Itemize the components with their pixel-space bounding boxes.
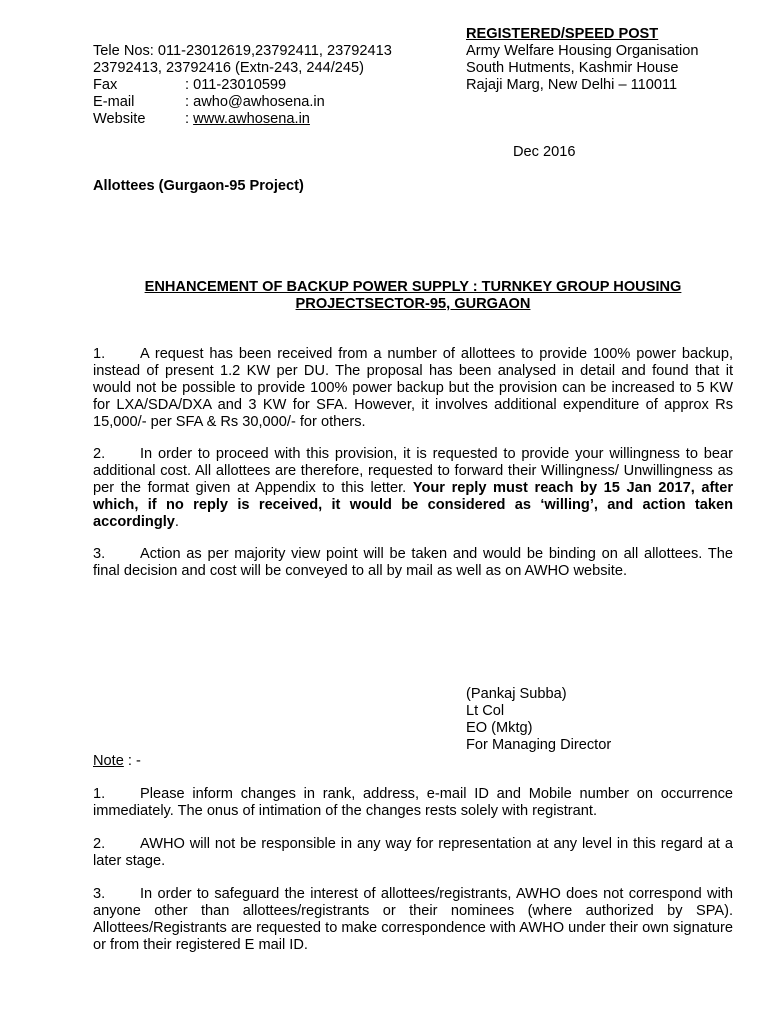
fax-label: Fax <box>93 77 118 93</box>
signature-block <box>466 686 611 754</box>
tele-line1: Tele Nos: 011-23012619,23792411, 23792413 <box>93 43 392 59</box>
note-item-1 <box>93 786 733 820</box>
tele-line2: 23792413, 23792416 (Extn-243, 244/245) <box>93 60 365 76</box>
letter-date: Dec 2016 <box>513 144 576 160</box>
paragraph-number: 2. <box>93 446 106 462</box>
note-text: Please inform changes in rank, address, e-mail ID and Mobile number on occurrence immediately. The onus of intimation of the changes rests solely with registrant. <box>93 786 733 819</box>
contact-block <box>93 43 392 128</box>
note-number: 3. <box>93 886 106 902</box>
signatory-for: For Managing Director <box>466 737 612 753</box>
website-row <box>93 111 392 128</box>
note-number: 2. <box>93 836 106 852</box>
paragraph-text: A request has been received from a number of allottees to provide 100% power backup, instead of present 1.2 KW per DU. The proposal has been analysed in detail and found that it would not be possible to provide 100% power backup but the provision can be increased to 5 KW for LXA/SDA/DXA and 3 KW for SFA. However, it involves additional expenditure of approx Rs 15,000/- per SFA & Rs 30,000/- for others. <box>93 346 733 430</box>
org-address-line2: Rajaji Marg, New Delhi – 110011 <box>466 77 678 93</box>
paragraph-tail: . <box>174 514 179 530</box>
post-type: REGISTERED/SPEED POST <box>466 26 659 42</box>
note-label: Note <box>93 753 124 769</box>
subject-line2: PROJECTSECTOR-95, GURGAON <box>295 296 531 312</box>
website-link[interactable]: www.awhosena.in <box>193 111 310 127</box>
paragraph-number: 1. <box>93 346 106 362</box>
email-label: E-mail <box>93 94 135 110</box>
addressee: Allottees (Gurgaon-95 Project) <box>93 178 304 194</box>
website-separator: : <box>185 111 194 127</box>
signatory-designation: EO (Mktg) <box>466 720 533 736</box>
paragraph-2 <box>93 446 733 531</box>
note-number: 1. <box>93 786 106 802</box>
note-item-2 <box>93 836 733 870</box>
paragraph-1 <box>93 346 733 431</box>
note-text: AWHO will not be responsible in any way for representation at any level in this regard at a later stage. <box>93 836 733 869</box>
signatory-rank: Lt Col <box>466 703 505 719</box>
note-text: In order to safeguard the interest of allottees/registrants, AWHO does not correspond with anyone other than allottees/registrants or their nominees (where authorized by SPA). Allottees/Registrants are requested to make correspondence with AWHO under their own signature or from their registered E mail ID. <box>93 886 733 953</box>
email-value: : awho@awhosena.in <box>185 94 325 110</box>
subject-heading <box>93 279 733 313</box>
email-row <box>93 94 392 111</box>
paragraph-text: In order to proceed with this provision, it is requested to provide your willingness to bear additional cost. All allottees are therefore, requested to forward their Willingness/ Unwillingness as per the format given at Appendix to this letter. <box>93 446 733 496</box>
signatory-name: (Pankaj Subba) <box>466 686 567 702</box>
note-suffix: : - <box>123 753 141 769</box>
subject-line1: ENHANCEMENT OF BACKUP POWER SUPPLY : TURNKEY GROUP HOUSING <box>144 279 682 295</box>
paragraph-number: 3. <box>93 546 106 562</box>
org-name: Army Welfare Housing Organisation <box>466 43 699 59</box>
fax-value: : 011-23010599 <box>185 77 287 93</box>
note-item-3 <box>93 886 733 954</box>
org-address-line1: South Hutments, Kashmir House <box>466 60 679 76</box>
reply-deadline-text: Your reply must reach by 15 Jan 2017, after which, if no reply is received, it would be considered as ‘willing’, and action taken accordingly <box>93 480 733 530</box>
website-label: Website <box>93 111 146 127</box>
paragraph-text: Action as per majority view point will be taken and would be binding on all allottees. The final decision and cost will be conveyed to all by mail as well as on AWHO website. <box>93 546 733 579</box>
note-heading <box>93 753 141 770</box>
sender-address-block <box>466 26 699 94</box>
paragraph-3 <box>93 546 733 580</box>
fax-row <box>93 77 392 94</box>
